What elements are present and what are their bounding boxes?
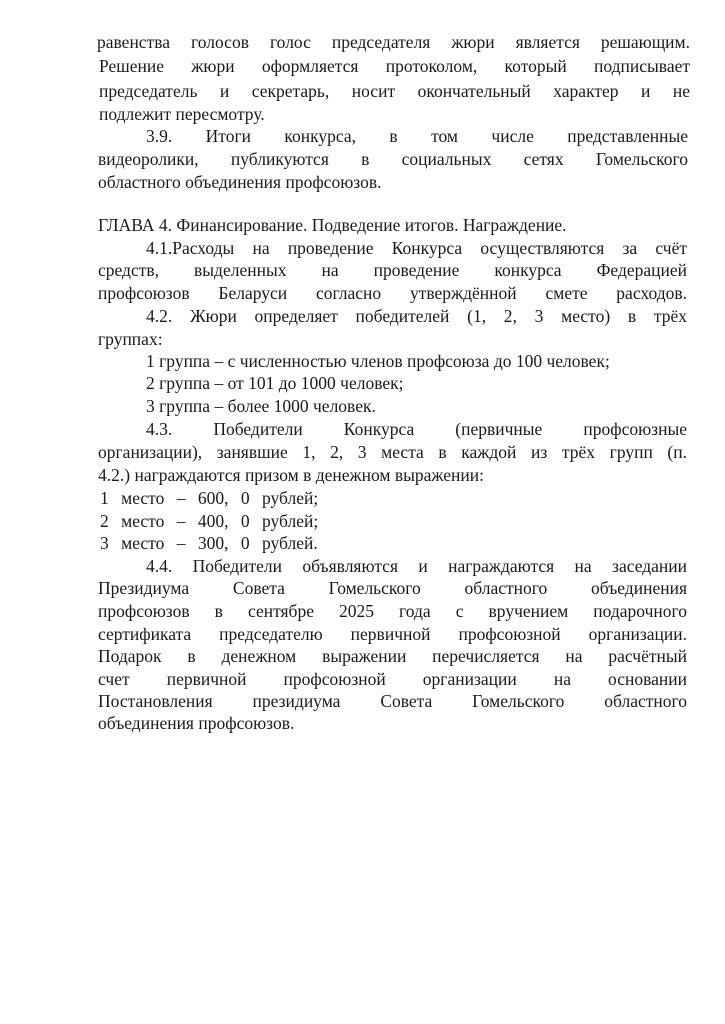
- text-line: 3 группа – более 1000 человек.: [146, 396, 376, 416]
- text-line: 2 группа – от 101 до 1000 человек;: [146, 373, 404, 393]
- text-line: подлежит пересмотру.: [99, 104, 265, 124]
- chapter-heading: ГЛАВА 4. Финансирование. Подведение итогов. Награждение.: [98, 215, 567, 235]
- text-line: группах:: [98, 329, 163, 349]
- text-line: профсоюзов Беларуси согласно утверждённой смете расходов.: [98, 283, 687, 303]
- text-line: Решение жюри оформляется протоколом, который подписывает: [99, 56, 690, 76]
- text-line: видеоролики, публикуются в социальных сетях Гомельского: [98, 149, 688, 169]
- text-line: председатель и секретарь, носит окончательный характер и не: [99, 81, 690, 101]
- text-line: Постановления президиума Совета Гомельского областного: [98, 691, 687, 711]
- text-line: Президиума Совета Гомельского областного объединения: [98, 578, 687, 598]
- prize-line: 1 место – 600, 0 рублей;: [100, 488, 319, 508]
- text-line: средств, выделенных на проведение конкурса Федерацией: [98, 260, 687, 280]
- text-line: 4.2. Жюри определяет победителей (1, 2, 3 место) в трёх: [146, 306, 687, 326]
- text-line: областного объединения профсоюзов.: [98, 172, 382, 192]
- text-line: 1 группа – с численностью членов профсоюза до 100 человек;: [146, 351, 610, 371]
- prize-line: 3 место – 300, 0 рублей.: [100, 533, 318, 553]
- text-line: объединения профсоюзов.: [98, 713, 295, 733]
- text-line: 4.2.) награждаются призом в денежном выражении:: [98, 465, 484, 485]
- text-line: 3.9. Итоги конкурса, в том числе представленные: [146, 126, 688, 146]
- text-line: организации), занявшие 1, 2, 3 места в каждой из трёх групп (п.: [98, 442, 687, 462]
- text-line: 4.4. Победители объявляются и награждаются на заседании: [146, 556, 687, 576]
- text-line: счет первичной профсоюзной организации на основании: [98, 669, 687, 689]
- text-line: профсоюзов в сентябре 2025 года с вручением подарочного: [98, 601, 687, 621]
- prize-line: 2 место – 400, 0 рублей;: [100, 511, 319, 531]
- text-line: 4.1.Расходы на проведение Конкурса осуществляются за счёт: [146, 238, 687, 258]
- text-line: сертификата председателю первичной профсоюзной организации.: [98, 624, 687, 644]
- text-line: Подарок в денежном выражении перечисляется на расчётный: [98, 646, 687, 666]
- text-line: 4.3. Победители Конкурса (первичные профсоюзные: [146, 419, 687, 439]
- text-line: равенства голосов голос председателя жюри является решающим.: [97, 32, 690, 52]
